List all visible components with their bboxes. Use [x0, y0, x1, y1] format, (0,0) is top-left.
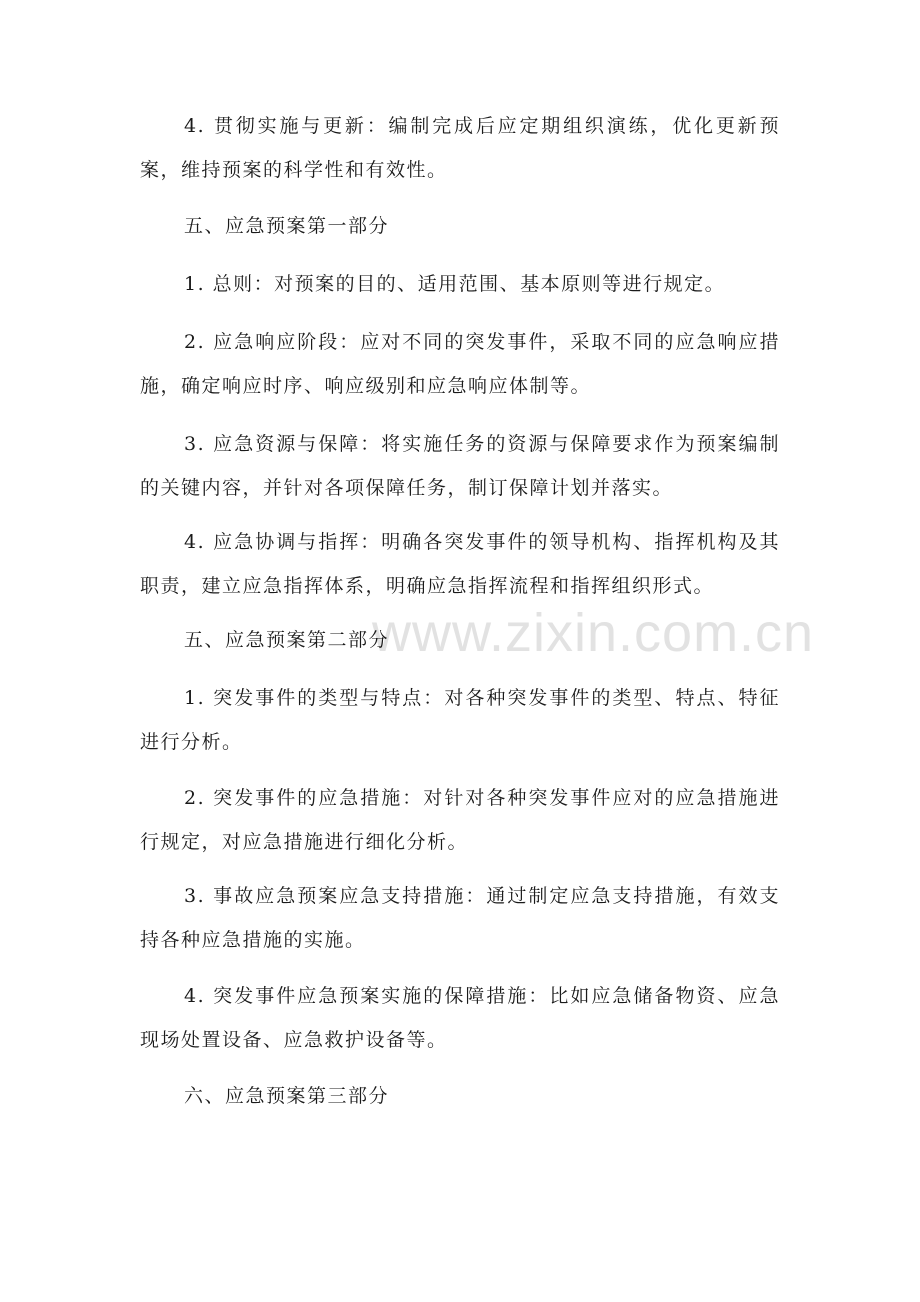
paragraph-coordination-command: 4. 应急协调与指挥：明确各突发事件的领导机构、指挥机构及其职责，建立应急指挥体系，明确应急指挥流程和指挥组织形式。	[140, 531, 780, 597]
paragraph-resources-guarantee: 3. 应急资源与保障：将实施任务的资源与保障要求作为预案编制的关键内容，并针对各项保障任务，制订保障计划并落实。	[140, 433, 780, 499]
section-heading-part-one: 五、应急预案第一部分	[184, 215, 390, 237]
paragraph-implementation-update: 4. 贯彻实施与更新：编制完成后应定期组织演练，优化更新预案，维持预案的科学性和有效性。	[140, 115, 780, 181]
paragraph-guarantee-measures: 4. 突发事件应急预案实施的保障措施：比如应急储备物资、应急现场处置设备、应急救护设备等。	[140, 985, 780, 1051]
paragraph-response-stage: 2. 应急响应阶段：应对不同的突发事件，采取不同的应急响应措施，确定响应时序、响应级别和应急响应体制等。	[140, 331, 780, 397]
section-heading-part-two: 五、应急预案第二部分	[184, 629, 390, 651]
watermark: www.zixin.com.cn	[372, 603, 815, 663]
paragraph-general-rules: 1. 总则：对预案的目的、适用范围、基本原则等进行规定。	[184, 273, 726, 295]
section-heading-part-three: 六、应急预案第三部分	[184, 1085, 390, 1107]
paragraph-emergency-measures: 2. 突发事件的应急措施：对针对各种突发事件应对的应急措施进行规定，对应急措施进行细化分析。	[140, 787, 780, 853]
paragraph-event-types: 1. 突发事件的类型与特点：对各种突发事件的类型、特点、特征进行分析。	[140, 687, 780, 753]
paragraph-support-measures: 3. 事故应急预案应急支持措施：通过制定应急支持措施，有效支持各种应急措施的实施。	[140, 885, 780, 951]
